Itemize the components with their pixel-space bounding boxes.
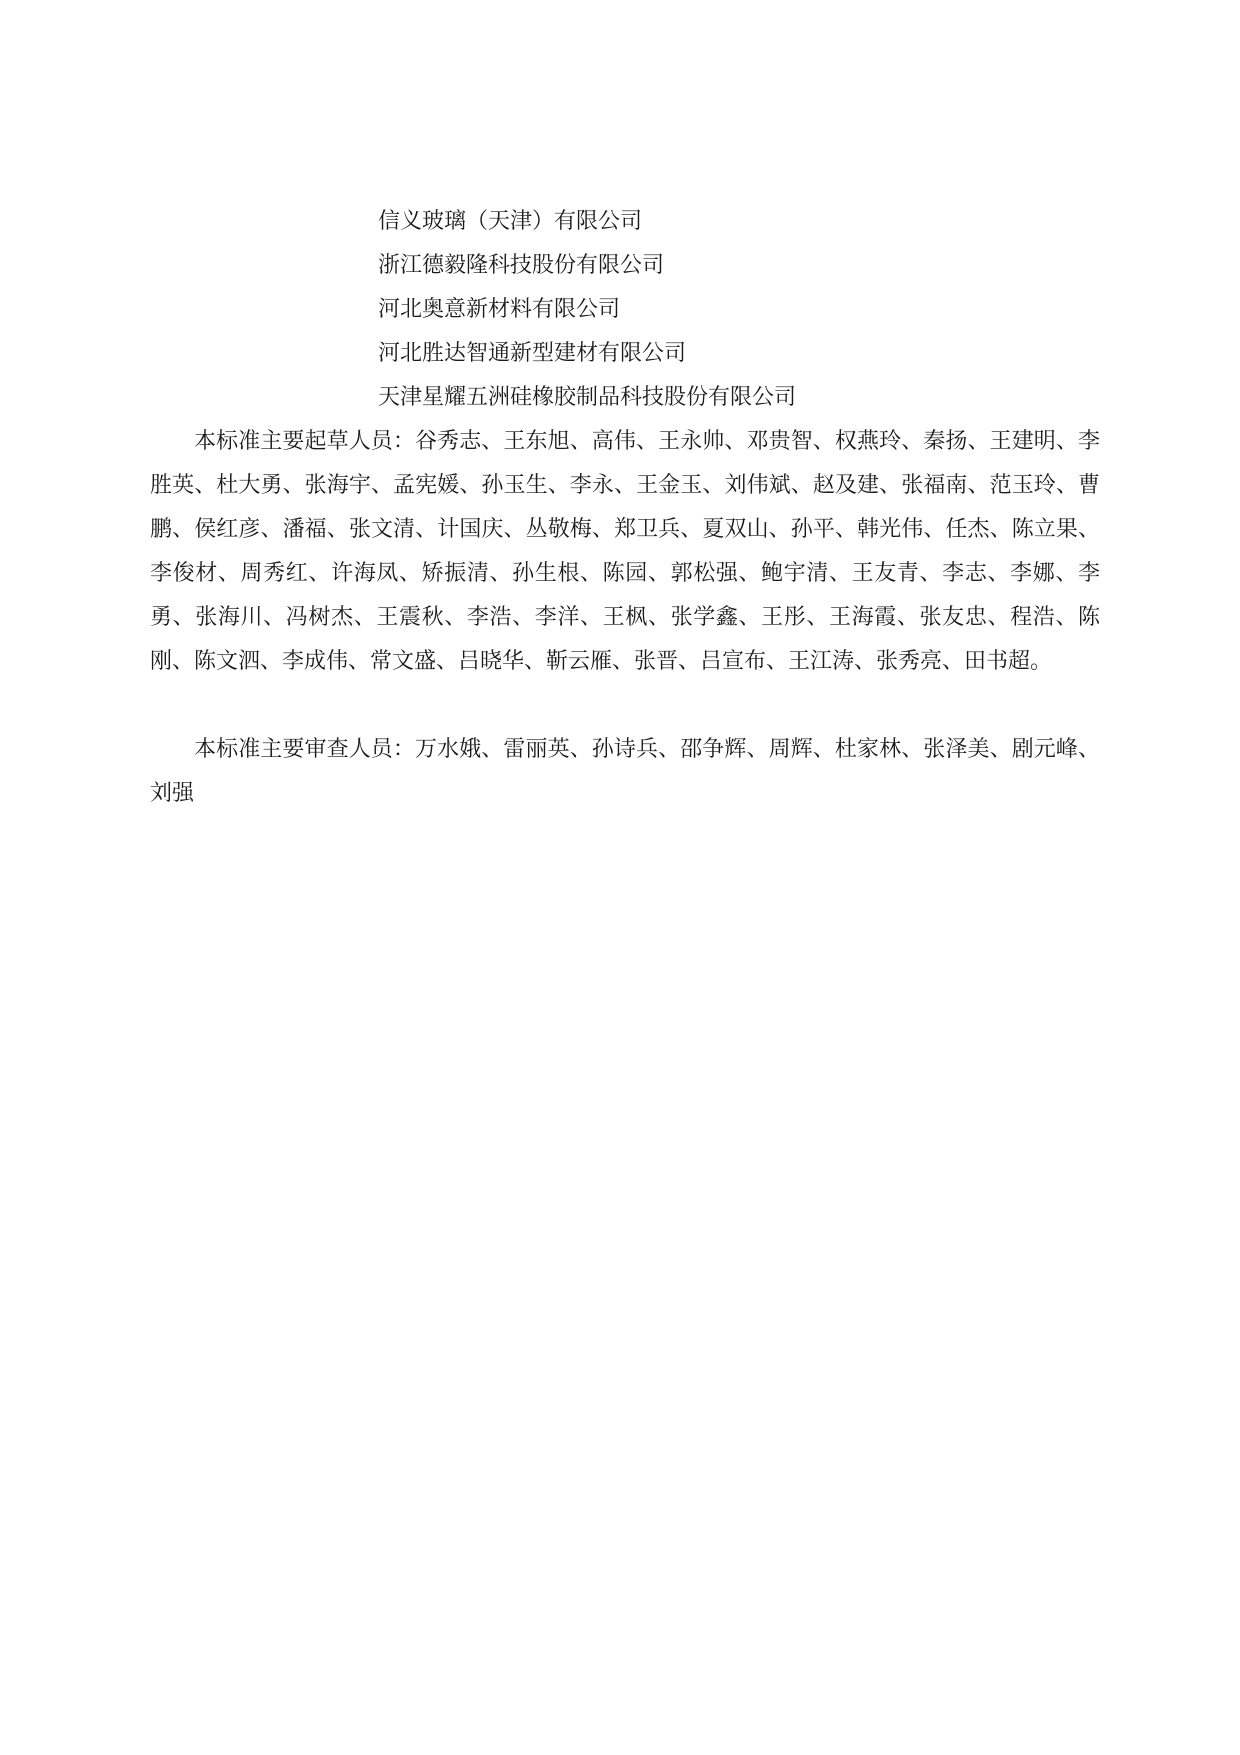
company-item: 信义玻璃（天津）有限公司	[378, 209, 643, 234]
company-item: 河北奥意新材料有限公司	[378, 297, 621, 322]
drafters-paragraph: 本标准主要起草人员：谷秀志、王东旭、高伟、王永帅、邓贵智、权燕玲、秦扬、王建明、李胜英、杜大勇、张海宇、孟宪媛、孙玉生、李永、王金玉、刘伟斌、赵及建、张福南、范玉玲、曹鹏、侯红彦、潘福、张文清、计国庆、丛敬梅、郑卫兵、夏双山、孙平、韩光伟、任杰、陈立果、李俊材、周秀红、许海凤、矫振清、孙生根、陈园、郭松强、鲍宇清、王友青、李志、李娜、李勇、张海川、冯树杰、王震秋、李浩、李洋、王枫、张学鑫、王彤、王海霞、张友忠、程浩、陈刚、陈文泗、李成伟、常文盛、吕晓华、靳云雁、张晋、吕宣布、王江涛、张秀亮、田书超。	[150, 429, 1100, 674]
company-list	[378, 200, 1138, 420]
company-item: 天津星耀五洲硅橡胶制品科技股份有限公司	[378, 385, 797, 410]
company-item: 河北胜达智通新型建材有限公司	[378, 341, 687, 366]
reviewers-paragraph: 本标准主要审查人员：万水娥、雷丽英、孙诗兵、邵争辉、周辉、杜家林、张泽美、剧元峰、刘强	[150, 737, 1100, 806]
company-item: 浙江德毅隆科技股份有限公司	[378, 253, 665, 278]
